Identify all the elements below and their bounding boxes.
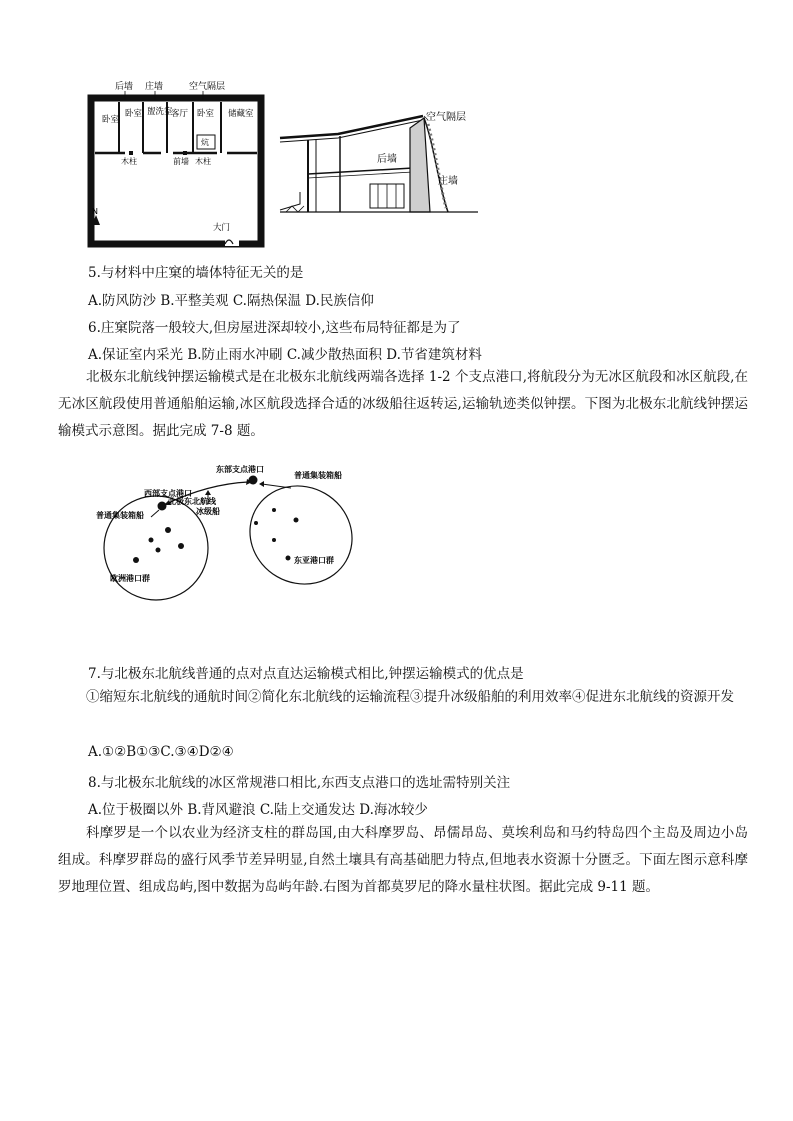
room-living: 客厅	[171, 109, 189, 119]
plan-label-back-wall: 后墙	[115, 82, 134, 92]
question-7-stem: 7.与北极东北航线普通的点对点直达运输模式相比,钟摆运输模式的优点是	[88, 666, 524, 682]
east-port-dot	[249, 476, 258, 485]
question-7-options: A.①②B①③C.③④D②④	[88, 744, 234, 760]
label-front-wall: 前墙	[173, 157, 189, 166]
room-kang: 炕	[201, 138, 209, 147]
label-europe-ports: 欧洲港口群	[110, 574, 150, 583]
room-bedroom-1: 卧室	[102, 115, 120, 125]
plan-label-zhuang-wall: 庄墙	[145, 82, 164, 92]
room-bedroom-2: 卧室	[125, 109, 143, 119]
passage-9-11: 科摩罗是一个以农业为经济支柱的群岛国,由大科摩罗岛、昂儒昂岛、莫埃利岛和马约特岛四个主岛及周边小岛组成。科摩罗群岛的盛行风季节差异明显,自然土壤具有高基础肥力特点,但地表水资源十分匮乏。下面左图示意科摩罗地理位置、组成岛屿,图中数据为岛屿年龄.右图为首都莫罗尼的降水量柱状图。据此完成 9-11 题。	[58, 825, 748, 895]
label-route: 北极东北航线	[168, 497, 216, 506]
label-east-asia-ports: 东亚港口群	[294, 556, 334, 565]
section-label-back-wall: 后墙	[377, 154, 397, 165]
label-east-port: 东部支点港口	[216, 465, 264, 474]
floor-plan-figure	[85, 78, 275, 250]
section-label-air-layer: 空气隔层	[426, 112, 466, 123]
label-container-left: 普通集装箱船	[96, 511, 144, 520]
section-view-figure	[278, 104, 483, 254]
label-gate: 大门	[213, 223, 231, 233]
room-bedroom-3: 卧室	[197, 109, 215, 119]
question-7-statements: ①缩短东北航线的通航时间②简化东北航线的运输流程③提升冰级船舶的利用效率④促进东北航线的资源开发	[86, 689, 734, 705]
east-asia-port-group	[232, 467, 366, 602]
plan-label-air-layer: 空气隔层	[189, 82, 226, 92]
question-8-stem: 8.与北极东北航线的冰区常规港口相比,东西支点港口的选址需特别关注	[88, 775, 511, 791]
question-8-options: A.位于极圈以外 B.背风避浪 C.陆上交通发达 D.海冰较少	[88, 802, 428, 818]
section-label-zhuang-wall: 庄墙	[438, 176, 458, 187]
label-wood-pillar-2: 木柱	[195, 157, 211, 166]
question-5-stem: 5.与材料中庄窠的墙体特征无关的是	[88, 265, 304, 281]
west-port-dot	[158, 502, 167, 511]
question-6-options: A.保证室内采光 B.防止雨水冲刷 C.减少散热面积 D.节省建筑材料	[88, 347, 482, 363]
label-wood-pillar-1: 木柱	[121, 157, 137, 166]
question-5-options: A.防风防沙 B.平整美观 C.隔热保温 D.民族信仰	[88, 293, 374, 309]
label-north: N	[92, 207, 98, 216]
passage-7-8: 北极东北航线钟摆运输模式是在北极东北航线两端各选择 1-2 个支点港口,将航段分为无冰区航段和冰区航段,在无冰区航段使用普通船舶运输,冰区航段选择合适的冰级船往返转运,运输轨迹类似钟摆。下图为北极东北航线钟摆运输模式示意图。据此完成 7-8 题。	[58, 369, 748, 439]
question-6-stem: 6.庄窠院落一般较大,但房屋进深却较小,这些布局特征都是为了	[88, 320, 461, 336]
label-container-right: 普通集装箱船	[294, 471, 342, 480]
room-storage: 储藏室	[228, 109, 254, 119]
room-bathroom: 盥洗室	[147, 107, 173, 117]
label-west-port: 西部支点港口	[144, 489, 192, 498]
label-ice-ship: 冰级船	[196, 507, 220, 516]
pendulum-route-figure	[96, 460, 366, 610]
